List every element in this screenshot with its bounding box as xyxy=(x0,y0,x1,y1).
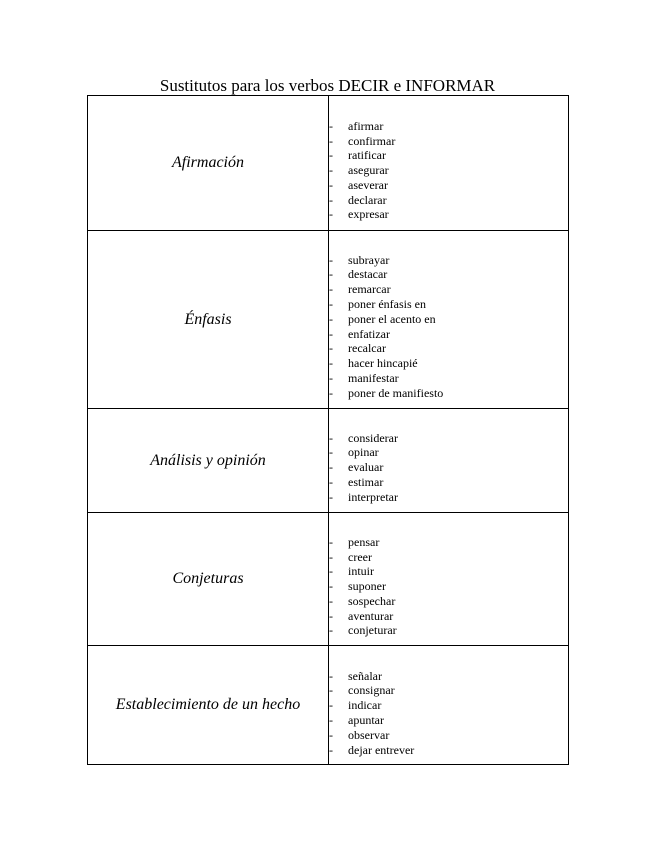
category-cell: Conjeturas xyxy=(88,513,329,646)
list-item xyxy=(329,550,568,565)
verb-text: observar xyxy=(348,727,390,742)
verb-text: recalcar xyxy=(348,341,386,356)
verb-text: dejar entrever xyxy=(348,742,415,757)
list-dash: - xyxy=(329,579,333,594)
list-item xyxy=(329,327,568,342)
verb-text: asegurar xyxy=(348,163,389,178)
table-row xyxy=(88,96,569,231)
verb-list xyxy=(329,119,568,223)
list-dash: - xyxy=(329,489,333,504)
verb-text: opinar xyxy=(348,445,379,460)
list-dash: - xyxy=(329,430,333,445)
list-item xyxy=(329,564,568,579)
list-dash: - xyxy=(329,296,333,311)
list-dash: - xyxy=(329,163,333,178)
list-dash: - xyxy=(329,356,333,371)
list-item xyxy=(329,594,568,609)
verb-text: poner el acento en xyxy=(348,311,436,326)
table-row xyxy=(88,646,569,765)
list-item xyxy=(329,119,568,134)
list-item xyxy=(329,356,568,371)
verb-text: señalar xyxy=(348,668,382,683)
list-item xyxy=(329,207,568,222)
verb-text: evaluar xyxy=(348,460,384,475)
list-item xyxy=(329,683,568,698)
verb-text: confirmar xyxy=(348,133,396,148)
list-dash: - xyxy=(329,623,333,638)
list-dash: - xyxy=(329,133,333,148)
list-dash: - xyxy=(329,549,333,564)
category-cell: Análisis y opinión xyxy=(88,409,329,513)
verb-text: aventurar xyxy=(348,608,394,623)
verb-text: estimar xyxy=(348,474,384,489)
list-item xyxy=(329,460,568,475)
verb-text: consignar xyxy=(348,683,395,698)
verb-text: expresar xyxy=(348,207,389,222)
verb-text: interpretar xyxy=(348,489,398,504)
list-dash: - xyxy=(329,252,333,267)
list-dash: - xyxy=(329,534,333,549)
list-item xyxy=(329,669,568,684)
table-row xyxy=(88,513,569,646)
verb-substitutes-table xyxy=(87,95,569,765)
verb-text: considerar xyxy=(348,430,398,445)
verb-list-cell xyxy=(329,409,569,513)
list-dash: - xyxy=(329,474,333,489)
verb-list xyxy=(329,431,568,505)
verb-text: creer xyxy=(348,549,372,564)
list-dash: - xyxy=(329,267,333,282)
list-dash: - xyxy=(329,608,333,623)
verb-list xyxy=(329,253,568,401)
list-dash: - xyxy=(329,148,333,163)
list-dash: - xyxy=(329,385,333,400)
table-row xyxy=(88,231,569,409)
list-dash: - xyxy=(329,742,333,757)
list-dash: - xyxy=(329,341,333,356)
list-item xyxy=(329,728,568,743)
list-dash: - xyxy=(329,460,333,475)
verb-text: aseverar xyxy=(348,177,388,192)
verb-list-cell xyxy=(329,96,569,231)
table-row xyxy=(88,409,569,513)
list-item xyxy=(329,713,568,728)
list-dash: - xyxy=(329,683,333,698)
category-cell: Énfasis xyxy=(88,231,329,409)
list-dash: - xyxy=(329,192,333,207)
list-item xyxy=(329,535,568,550)
list-dash: - xyxy=(329,118,333,133)
list-item xyxy=(329,341,568,356)
list-item xyxy=(329,609,568,624)
list-item xyxy=(329,193,568,208)
list-item xyxy=(329,579,568,594)
verb-text: afirmar xyxy=(348,118,384,133)
list-item xyxy=(329,386,568,401)
list-item xyxy=(329,282,568,297)
list-dash: - xyxy=(329,593,333,608)
verb-list xyxy=(329,669,568,758)
list-item xyxy=(329,253,568,268)
verb-text: apuntar xyxy=(348,713,384,727)
verb-list-cell xyxy=(329,231,569,409)
list-item xyxy=(329,312,568,327)
list-item xyxy=(329,163,568,178)
verb-text: manifestar xyxy=(348,370,399,385)
category-cell: Establecimiento de un hecho xyxy=(88,646,329,765)
list-item xyxy=(329,475,568,490)
list-item xyxy=(329,743,568,758)
list-dash: - xyxy=(329,698,333,713)
list-dash: - xyxy=(329,326,333,341)
verb-text: indicar xyxy=(348,698,382,713)
list-item xyxy=(329,148,568,163)
list-dash: - xyxy=(329,727,333,742)
verb-text: conjeturar xyxy=(348,623,397,638)
list-dash: - xyxy=(329,668,333,683)
verb-text: enfatizar xyxy=(348,326,390,341)
list-item xyxy=(329,698,568,713)
verb-text: intuir xyxy=(348,564,374,579)
list-dash: - xyxy=(329,177,333,192)
list-item xyxy=(329,178,568,193)
list-dash: - xyxy=(329,713,333,727)
verb-text: ratificar xyxy=(348,148,386,163)
verb-list-cell xyxy=(329,646,569,765)
category-cell: Afirmación xyxy=(88,96,329,231)
verb-text: sospechar xyxy=(348,593,396,608)
list-dash: - xyxy=(329,445,333,460)
list-item xyxy=(329,623,568,638)
list-dash: - xyxy=(329,207,333,222)
list-item xyxy=(329,445,568,460)
verb-text: remarcar xyxy=(348,282,391,297)
verb-list-cell xyxy=(329,513,569,646)
verb-text: suponer xyxy=(348,579,386,594)
verb-text: subrayar xyxy=(348,252,390,267)
page-title: Sustitutos para los verbos DECIR e INFORMAR xyxy=(159,76,496,95)
verb-text: declarar xyxy=(348,192,387,207)
list-dash: - xyxy=(329,370,333,385)
list-dash: - xyxy=(329,282,333,297)
verb-list xyxy=(329,535,568,639)
list-item xyxy=(329,371,568,386)
verb-text: pensar xyxy=(348,534,380,549)
list-item xyxy=(329,297,568,312)
list-dash: - xyxy=(329,564,333,579)
list-item xyxy=(329,267,568,282)
list-dash: - xyxy=(329,311,333,326)
verb-text: destacar xyxy=(348,267,388,282)
list-item xyxy=(329,431,568,446)
verb-text: poner énfasis en xyxy=(348,296,426,311)
verb-text: hacer hincapié xyxy=(348,356,418,371)
verb-text: poner de manifiesto xyxy=(348,385,444,400)
list-item xyxy=(329,490,568,505)
list-item xyxy=(329,134,568,149)
